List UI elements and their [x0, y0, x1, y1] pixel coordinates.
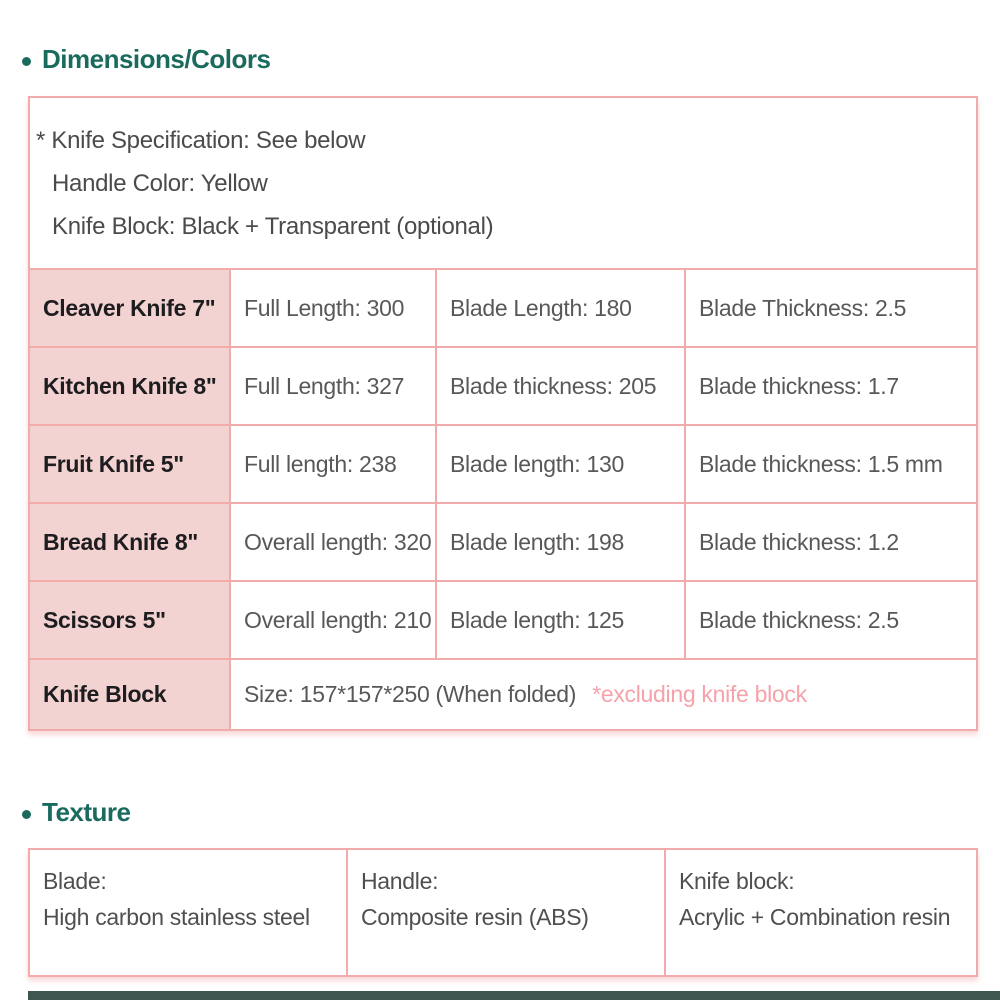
texture-blade-title: Blade: [43, 868, 107, 894]
full-length-cell: Full length: 238 [230, 425, 436, 503]
bullet-icon [22, 810, 31, 819]
blade-thickness-cell: Blade thickness: 2.5 [685, 581, 977, 659]
texture-knife-block-value: Acrylic + Combination resin [679, 904, 951, 930]
blade-length-cell: Blade length: 198 [436, 503, 685, 581]
row-label: Kitchen Knife 8" [29, 347, 230, 425]
row-label: Cleaver Knife 7" [29, 269, 230, 347]
row-label: Scissors 5" [29, 581, 230, 659]
excluding-note: *excluding knife block [592, 681, 807, 707]
table-row-scissors [29, 581, 977, 659]
bullet-icon [22, 57, 31, 66]
blade-thickness-cell: Blade thickness: 1.7 [685, 347, 977, 425]
blade-thickness-cell: Blade thickness: 1.5 mm [685, 425, 977, 503]
row-label: Bread Knife 8" [29, 503, 230, 581]
texture-heading-label: Texture [42, 797, 131, 827]
texture-blade-value: High carbon stainless steel [43, 904, 310, 930]
dimensions-table [28, 96, 978, 731]
full-length-cell: Full Length: 300 [230, 269, 436, 347]
blade-length-cell: Blade Length: 180 [436, 269, 685, 347]
spec-note-cell [29, 97, 977, 269]
blade-length-cell: Blade length: 130 [436, 425, 685, 503]
full-length-cell: Overall length: 210 [230, 581, 436, 659]
texture-knife-block-cell [665, 849, 977, 976]
dimensions-colors-heading [22, 44, 270, 75]
table-row-fruit-knife [29, 425, 977, 503]
texture-handle-title: Handle: [361, 868, 439, 894]
texture-knife-block-title: Knife block: [679, 868, 795, 894]
row-label: Fruit Knife 5" [29, 425, 230, 503]
full-length-cell: Overall length: 320 [230, 503, 436, 581]
blade-length-cell: Blade length: 125 [436, 581, 685, 659]
row-label: Knife Block [29, 659, 230, 730]
spec-note-row [29, 97, 977, 269]
table-row-cleaver-knife [29, 269, 977, 347]
next-section-divider [28, 991, 1000, 1000]
texture-handle-cell [347, 849, 665, 976]
blade-length-cell: Blade thickness: 205 [436, 347, 685, 425]
spec-note-line-2: Handle Color: Yellow [52, 169, 268, 197]
texture-table [28, 848, 978, 977]
knife-block-size: Size: 157*157*250 (When folded) [244, 681, 577, 707]
dimensions-colors-heading-label: Dimensions/Colors [42, 44, 271, 74]
table-row-knife-block [29, 659, 977, 730]
spec-note-line-3: Knife Block: Black + Transparent (optional) [52, 212, 494, 240]
knife-block-size-cell [230, 659, 977, 730]
table-row-bread-knife [29, 503, 977, 581]
texture-row [29, 849, 977, 976]
full-length-cell: Full Length: 327 [230, 347, 436, 425]
texture-handle-value: Composite resin (ABS) [361, 904, 589, 930]
spec-note-line-1: * Knife Specification: See below [36, 126, 366, 154]
texture-blade-cell [29, 849, 347, 976]
blade-thickness-cell: Blade Thickness: 2.5 [685, 269, 977, 347]
texture-heading [22, 797, 131, 828]
table-row-kitchen-knife [29, 347, 977, 425]
blade-thickness-cell: Blade thickness: 1.2 [685, 503, 977, 581]
